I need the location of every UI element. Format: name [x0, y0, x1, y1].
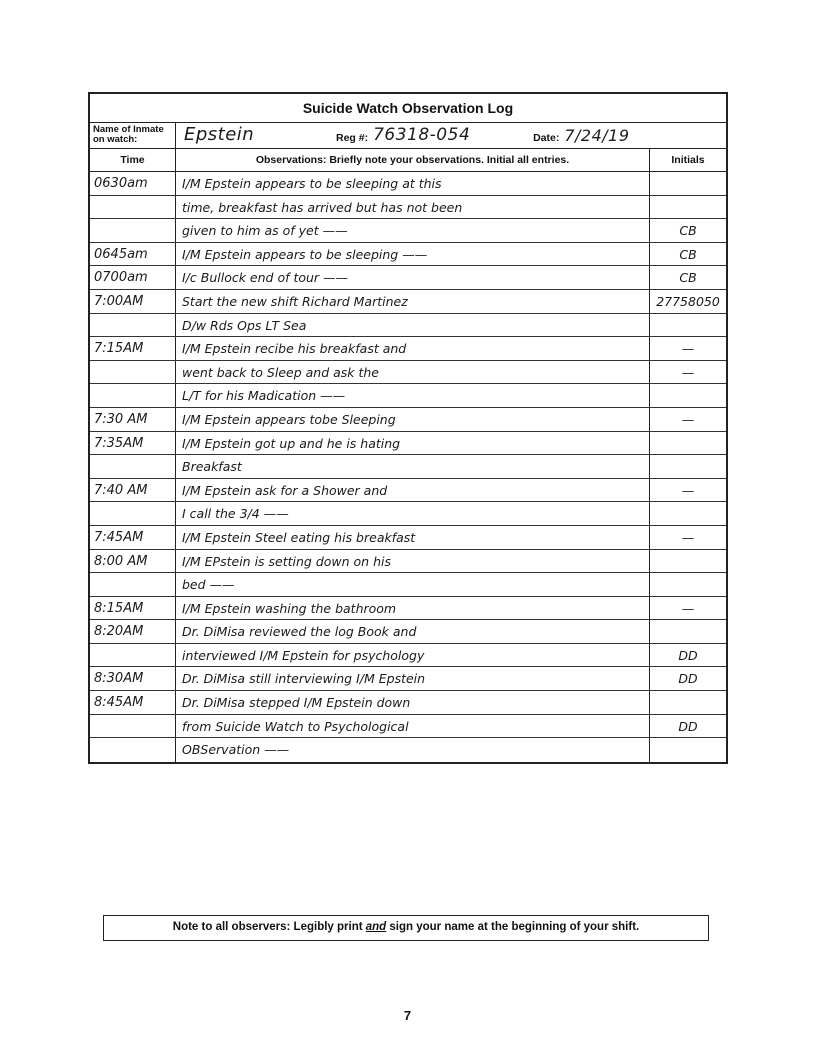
- table-row: [90, 715, 726, 739]
- observation-cell: I/M Epstein appears tobe Sleeping: [176, 408, 650, 431]
- initials-cell: —: [681, 600, 695, 616]
- observation-cell: Dr. DiMisa still interviewing I/M Epstein: [176, 667, 650, 690]
- table-row: [90, 644, 726, 668]
- date-label: Date:: [533, 132, 560, 144]
- initials-cell: —: [681, 341, 695, 357]
- initials-cell: [650, 384, 726, 407]
- initials-cell: CB: [679, 223, 697, 239]
- table-row: [90, 573, 726, 597]
- initials-cell: DD: [678, 647, 698, 663]
- initials-cell: [650, 196, 726, 219]
- table-row: [90, 172, 726, 196]
- observation-cell: I/M EPstein is setting down on his: [176, 550, 650, 573]
- time-cell: 7:15AM: [90, 337, 176, 360]
- time-cell: [90, 314, 176, 337]
- observer-note: [103, 915, 709, 941]
- page-number: 7: [403, 1008, 412, 1023]
- time-cell: [90, 738, 176, 762]
- observation-cell: Dr. DiMisa stepped I/M Epstein down: [176, 691, 650, 714]
- initials-cell: —: [681, 411, 695, 427]
- table-row: [90, 243, 726, 267]
- col-time-header: Time: [90, 149, 176, 171]
- initials-cell: CB: [679, 270, 697, 286]
- initials-cell: [650, 738, 726, 762]
- log-rows: [90, 172, 726, 762]
- observation-cell: given to him as of yet ——: [176, 219, 650, 242]
- observation-cell: I/M Epstein got up and he is hating: [176, 432, 650, 455]
- initials-cell: [650, 502, 726, 525]
- table-row: [90, 502, 726, 526]
- observation-cell: I/M Epstein Steel eating his breakfast: [176, 526, 650, 549]
- time-cell: [90, 384, 176, 407]
- note-emphasis: and: [365, 921, 387, 933]
- note-text-after: sign your name at the beginning of your shift.: [386, 921, 640, 933]
- observation-log-table: [88, 92, 728, 764]
- observation-cell: L/T for his Madication ——: [176, 384, 650, 407]
- date-value: 7/24/19: [564, 126, 630, 145]
- time-cell: 7:45AM: [90, 526, 176, 549]
- inmate-header-row: [90, 123, 726, 149]
- time-cell: 8:15AM: [90, 597, 176, 620]
- initials-cell: [650, 172, 726, 195]
- time-cell: [90, 715, 176, 738]
- time-cell: 8:00 AM: [90, 550, 176, 573]
- table-row: [90, 196, 726, 220]
- observation-cell: I call the 3/4 ——: [176, 502, 650, 525]
- time-cell: 7:40 AM: [90, 479, 176, 502]
- initials-cell: [650, 314, 726, 337]
- inmate-label: Name of Inmate on watch:: [90, 123, 176, 148]
- time-cell: 8:20AM: [90, 620, 176, 643]
- observation-cell: from Suicide Watch to Psychological: [176, 715, 650, 738]
- initials-cell: —: [681, 529, 695, 545]
- observation-cell: I/c Bullock end of tour ——: [176, 266, 650, 289]
- initials-cell: —: [681, 482, 695, 498]
- time-cell: 0700am: [90, 266, 176, 289]
- table-row: [90, 266, 726, 290]
- time-cell: 7:30 AM: [90, 408, 176, 431]
- table-row: [90, 408, 726, 432]
- initials-cell: [650, 550, 726, 573]
- initials-cell: [650, 573, 726, 596]
- form-title: Suicide Watch Observation Log: [90, 94, 726, 123]
- time-cell: 0630am: [90, 172, 176, 195]
- initials-cell: DD: [678, 718, 698, 734]
- table-row: [90, 667, 726, 691]
- time-cell: 8:30AM: [90, 667, 176, 690]
- initials-cell: DD: [678, 671, 698, 687]
- col-initials-header: Initials: [671, 154, 705, 166]
- table-row: [90, 691, 726, 715]
- observation-cell: went back to Sleep and ask the: [176, 361, 650, 384]
- reg-label: Reg #:: [336, 132, 369, 144]
- time-cell: [90, 573, 176, 596]
- table-row: [90, 290, 726, 314]
- table-row: [90, 597, 726, 621]
- table-row: [90, 738, 726, 762]
- observation-cell: Breakfast: [176, 455, 650, 478]
- time-cell: [90, 502, 176, 525]
- time-cell: [90, 196, 176, 219]
- reg-number: 76318-054: [373, 125, 471, 145]
- initials-cell: [650, 691, 726, 714]
- table-row: [90, 361, 726, 385]
- time-cell: [90, 644, 176, 667]
- observation-cell: OBServation ——: [176, 738, 650, 762]
- col-observations-header: Observations: Briefly note your observations. Initial all entries.: [176, 149, 650, 171]
- column-header-row: [90, 149, 726, 172]
- table-row: [90, 620, 726, 644]
- initials-cell: CB: [679, 246, 697, 262]
- note-text-before: Note to all observers: Legibly print: [172, 921, 366, 933]
- observation-cell: Start the new shift Richard Martinez: [176, 290, 650, 313]
- table-row: [90, 219, 726, 243]
- initials-cell: [650, 432, 726, 455]
- observation-cell: I/M Epstein appears to be sleeping at this: [176, 172, 650, 195]
- observation-cell: I/M Epstein appears to be sleeping ——: [176, 243, 650, 266]
- table-row: [90, 432, 726, 456]
- inmate-name: Epstein: [184, 124, 255, 145]
- time-cell: 7:35AM: [90, 432, 176, 455]
- observation-cell: bed ——: [176, 573, 650, 596]
- table-row: [90, 526, 726, 550]
- table-row: [90, 479, 726, 503]
- time-cell: 8:45AM: [90, 691, 176, 714]
- table-row: [90, 455, 726, 479]
- initials-cell: [650, 455, 726, 478]
- table-row: [90, 550, 726, 574]
- time-cell: [90, 219, 176, 242]
- time-cell: [90, 455, 176, 478]
- table-row: [90, 384, 726, 408]
- observation-cell: I/M Epstein ask for a Shower and: [176, 479, 650, 502]
- time-cell: 7:00AM: [90, 290, 176, 313]
- initials-cell: —: [681, 364, 695, 380]
- observation-cell: I/M Epstein recibe his breakfast and: [176, 337, 650, 360]
- observation-cell: interviewed I/M Epstein for psychology: [176, 644, 650, 667]
- observation-cell: D/w Rds Ops LT Sea: [176, 314, 650, 337]
- observation-cell: I/M Epstein washing the bathroom: [176, 597, 650, 620]
- observation-cell: time, breakfast has arrived but has not been: [176, 196, 650, 219]
- time-cell: [90, 361, 176, 384]
- initials-cell: 27758050: [656, 293, 720, 309]
- table-row: [90, 337, 726, 361]
- initials-cell: [650, 620, 726, 643]
- observation-cell: Dr. DiMisa reviewed the log Book and: [176, 620, 650, 643]
- time-cell: 0645am: [90, 243, 176, 266]
- table-row: [90, 314, 726, 338]
